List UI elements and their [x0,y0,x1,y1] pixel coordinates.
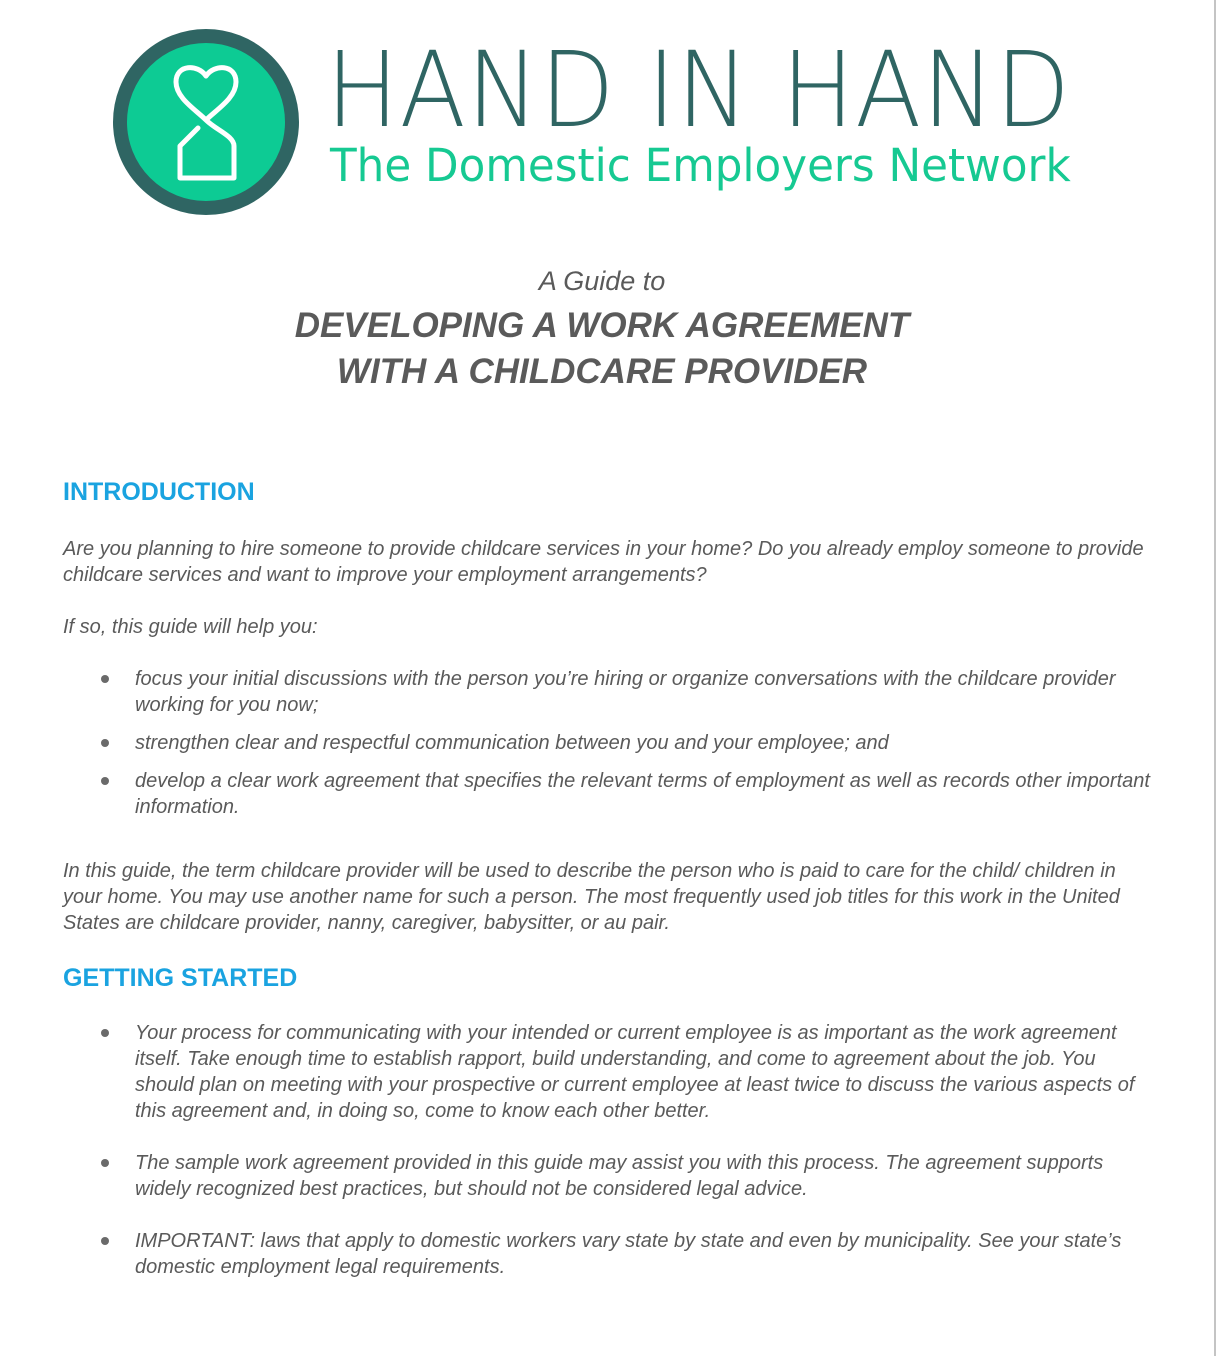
page-title [0,303,1204,395]
intro-paragraph-2: If so, this guide will help you: [63,616,318,638]
title-line-1: DEVELOPING A WORK AGREEMENT [294,306,910,345]
list-item-text: Your process for communicating with your intended or current employee is as important as the work agreement itself. Take enough time to establish rapport, build understanding, and come to agreement about the job. You should plan on meeting with your prospective or current employee at least twice to discuss the various aspects of this agreement and, in doing so, come to know each other better. [135,1022,1135,1122]
list-item-text: IMPORTANT: laws that apply to domestic workers vary state by state and even by municipality. See your state’s domestic employment legal requirements. [135,1230,1122,1278]
getting-started-heading: GETTING STARTED [63,964,298,992]
bullet-icon [101,777,109,785]
hand-in-hand-logo-icon [112,28,300,216]
list-item [63,768,1153,820]
list-item-text: develop a clear work agreement that specifies the relevant terms of employment as well as records other important information. [135,770,1150,818]
title-line-2: WITH A CHILDCARE PROVIDER [336,352,868,391]
brand-tagline: The Domestic Employers Network [330,139,1071,192]
list-item-text: focus your initial discussions with the person you’re hiring or organize conversations with the childcare provider working for you now; [135,668,1116,716]
getting-started-bullet-list [63,1020,1153,1280]
brand-name: HAND IN HAND [326,29,1071,151]
list-item [63,730,1153,756]
intro-heading: INTRODUCTION [63,478,255,506]
list-item [63,1020,1153,1124]
bullet-icon [101,1029,109,1037]
bullet-icon [101,1237,109,1245]
title-pre: A Guide to [538,266,666,296]
bullet-icon [101,675,109,683]
intro-bullet-list [63,666,1153,820]
list-item-text: strengthen clear and respectful communication between you and your employee; and [135,732,889,754]
list-item [63,666,1153,718]
list-item [63,1150,1153,1202]
bullet-icon [101,739,109,747]
intro-paragraph-1: Are you planning to hire someone to provide childcare services in your home? Do you already employ someone to provide childcare services and want to improve your employment arrangements? [63,538,1144,586]
list-item-text: The sample work agreement provided in this guide may assist you with this process. The agreement supports widely recognized best practices, but should not be considered legal advice. [135,1152,1104,1200]
list-item [63,1228,1153,1280]
bullet-icon [101,1159,109,1167]
intro-paragraph-3: In this guide, the term childcare provider will be used to describe the person who is paid to care for the child/ children in your home. You may use another name for such a person. The most frequently used job titles for this work in the United States are childcare provider, nanny, caregiver, babysitter, or au pair. [63,860,1120,934]
